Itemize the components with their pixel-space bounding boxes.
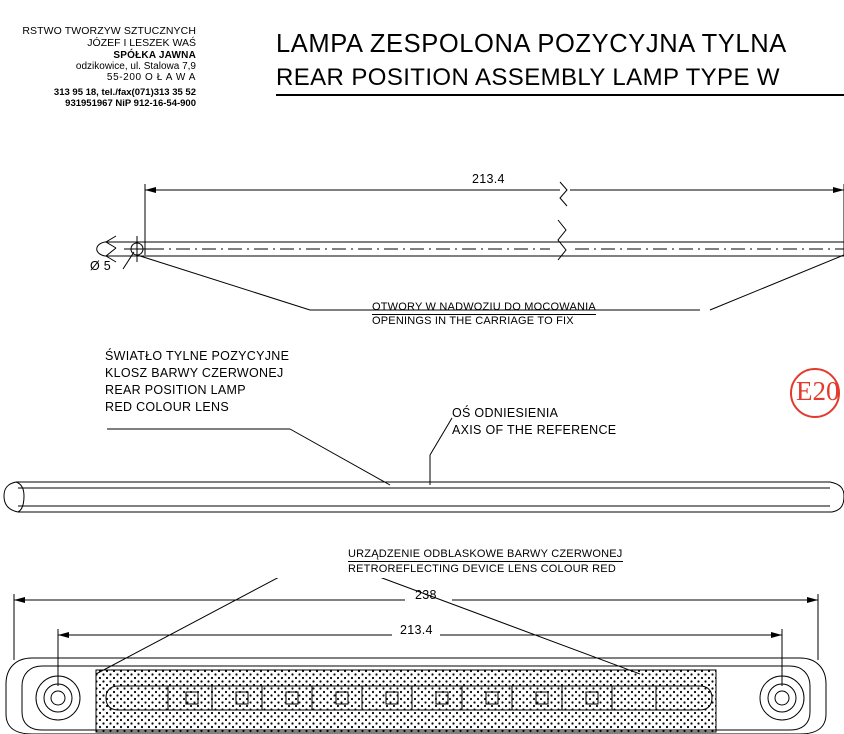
axis-label-pl: OŚ ODNIESIENIA <box>452 406 559 420</box>
company-line-7: 931951967 NiP 912-16-54-900 <box>65 97 196 109</box>
page-title-polish: LAMPA ZESPOLONA POZYCYJNA TYLNA <box>276 30 787 58</box>
lens-label-en-2: RED COLOUR LENS <box>105 399 229 414</box>
lens-label-pl-2: KLOSZ BARWY CZERWONEJ <box>105 365 284 380</box>
retro-note-english: RETROREFLECTING DEVICE LENS COLOUR RED <box>348 563 616 575</box>
company-line-4: odzikowice, ul. Stalowa 7,9 <box>75 60 196 72</box>
front-view-drawing <box>0 578 844 734</box>
top-view-main-dimension: 213.4 <box>472 172 505 186</box>
company-line-1: RSTWO TWORZYW SZTUCZNYCH <box>22 25 196 37</box>
mounting-note-english: OPENINGS IN THE CARRIAGE TO FIX <box>372 315 574 327</box>
approval-mark-e20 <box>790 368 844 422</box>
company-line-2: JÓZEF I LESZEK WAŚ <box>87 36 196 49</box>
title-underline <box>276 94 844 96</box>
company-line-5: 55-200 O Ł A W A <box>106 71 196 83</box>
front-view-outer-dimension: 238 <box>415 588 437 602</box>
side-view-drawing <box>0 400 844 540</box>
retro-note-polish: URZĄDZENIE ODBLASKOWE BARWY CZERWONEJ <box>348 548 623 560</box>
front-view-inner-dimension: 213.4 <box>400 623 433 637</box>
lens-label-pl-1: ŚWIATŁO TYLNE POZYCYJNE <box>105 349 290 363</box>
lens-label-en-1: REAR POSITION LAMP <box>105 382 246 397</box>
approval-mark-code: E20 <box>796 376 840 406</box>
company-line-3: SPÓŁKA JAWNA <box>113 49 196 61</box>
axis-label-en: AXIS OF THE REFERENCE <box>452 422 617 437</box>
page-title-english: REAR POSITION ASSEMBLY LAMP TYPE W <box>276 64 780 91</box>
company-info-block <box>0 26 196 109</box>
mounting-note-polish: OTWORY W NADWOZIU DO MOCOWANIA <box>372 301 596 313</box>
hole-diameter-label: Ø 5 <box>90 259 112 273</box>
company-line-6: 313 95 18, tel./fax(071)313 35 52 <box>53 87 196 99</box>
